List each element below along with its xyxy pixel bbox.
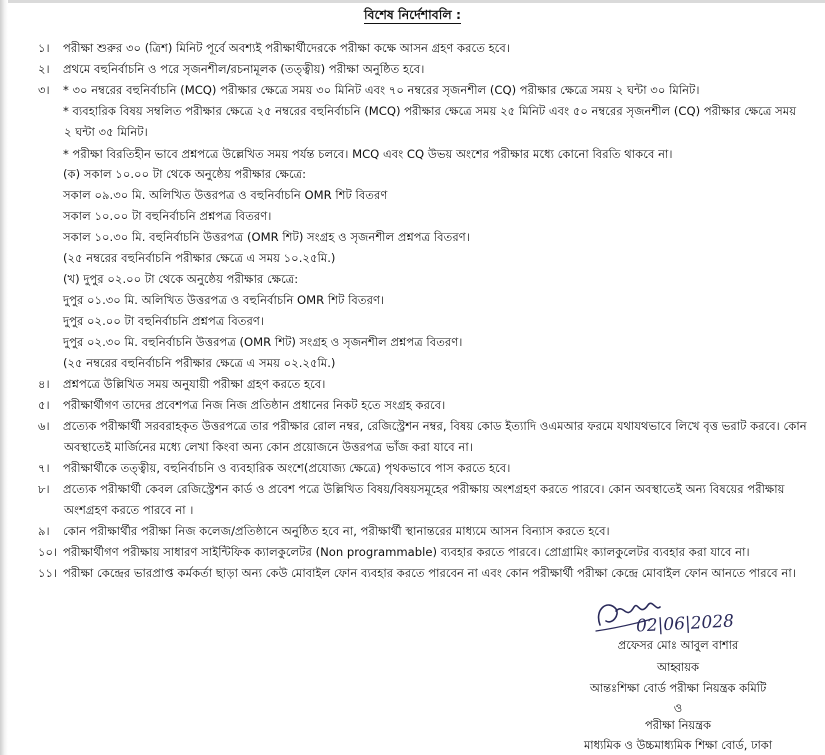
signatory-role-2: পরীক্ষা নিয়ন্ত্রক	[644, 718, 712, 732]
signatory-role: আহ্বায়ক	[657, 660, 699, 674]
signature-date: 02|06|2028	[635, 611, 735, 637]
page-title: বিশেষ নির্দেশাবলি :	[363, 7, 462, 22]
page-top-edge	[0, 0, 825, 3]
signatory-committee: আন্তঃশিক্ষা বোর্ড পরীক্ষা নিয়ন্ত্রক কমিটি	[589, 681, 767, 695]
signatory-board: মাধ্যমিক ও উচ্চমাধ্যমিক শিক্ষা বোর্ড, ঢাকা	[583, 738, 773, 752]
signatory-name: প্রফেসর মোঃ আবুল বাশার	[617, 638, 739, 652]
signatory-conjunction: ও	[673, 701, 683, 715]
page-left-shadow	[0, 0, 8, 755]
